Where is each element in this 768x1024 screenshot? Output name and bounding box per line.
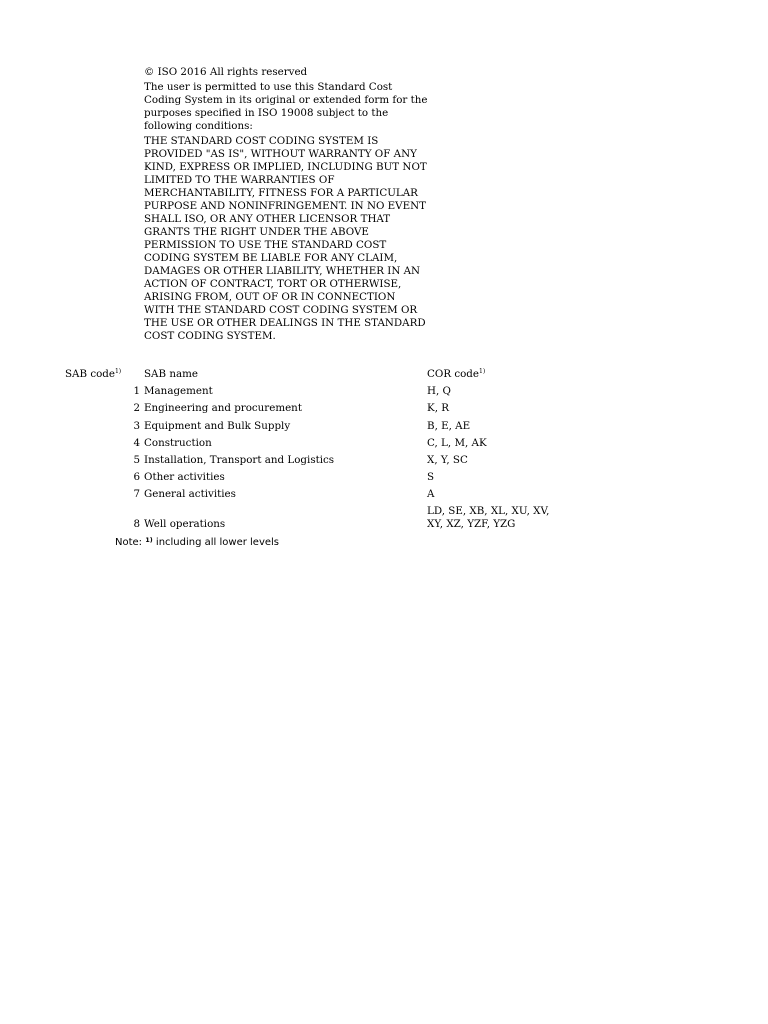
table-row	[0, 385, 768, 402]
sab-name-cell: General activities	[144, 488, 236, 500]
disclaimer-text: THE STANDARD COST CODING SYSTEM IS PROVIDED "AS IS", WITHOUT WARRANTY OF ANY KIND, EXPRESS OR IMPLIED, INCLUDING BUT NOT LIMITED TO THE WARRANTIES OF MERCHANTABILITY, FITNESS FOR A PARTICULAR PURPOSE AND NONINFRINGEMENT. IN NO EVENT SHALL ISO, OR ANY OTHER LICENSOR THAT GRANTS THE RIGHT UNDER THE ABOVE PERMISSION TO USE THE STANDARD COST CODING SYSTEM BE LIABLE FOR ANY CLAIM, DAMAGES OR OTHER LIABILITY, WHETHER IN AN ACTION OF CONTRACT, TORT OR OTHERWISE, ARISING FROM, OUT OF OR IN CONNECTION WITH THE STANDARD COST CODING SYSTEM OR THE USE OR OTHER DEALINGS IN THE STANDARD COST CODING SYSTEM.	[144, 135, 427, 342]
sab-code-header: SAB code$^{1)}$	[65, 368, 122, 380]
sab-name-cell: Engineering and procurement	[144, 402, 302, 414]
table-row	[0, 437, 768, 454]
sab-code-cell: 8	[133, 518, 140, 530]
footnote-marker: 1)	[114, 368, 122, 375]
sab-name-cell: Well operations	[144, 518, 226, 530]
sab-name-header: SAB name	[144, 368, 198, 380]
copyright-block	[144, 66, 429, 345]
table-row	[0, 505, 768, 533]
sab-code-cell: 1	[133, 385, 140, 397]
cor-code-cell: K, R	[427, 402, 449, 414]
cor-code-cell: H, Q	[427, 385, 451, 397]
cor-code-header: COR code$^{1)}$	[427, 368, 486, 380]
sab-name-cell: Construction	[144, 437, 212, 449]
copyright-line: © ISO 2016 All rights reserved	[144, 66, 308, 78]
sab-code-cell: 6	[133, 471, 140, 483]
table-row	[0, 402, 768, 419]
sab-code-cell: 5	[133, 454, 140, 466]
cor-code-cell: LD, SE, XB, XL, XU, XV, XY, XZ, YZF, YZG	[427, 505, 550, 530]
table-row	[0, 471, 768, 488]
table-row	[0, 420, 768, 437]
permission-text: The user is permitted to use this Standard Cost Coding System in its original or extended form for the purposes specified in ISO 19008 subject to the following conditions:	[144, 81, 428, 132]
footnote: Note: $^{1)}$ including all lower levels	[115, 536, 280, 548]
sab-name-cell: Management	[144, 385, 213, 397]
sab-code-cell: 3	[133, 420, 140, 432]
table-row	[0, 488, 768, 505]
sab-name-cell: Equipment and Bulk Supply	[144, 420, 291, 432]
cor-code-cell: X, Y, SC	[427, 454, 468, 466]
footnote-marker: 1)	[479, 368, 486, 375]
sab-code-cell: 2	[133, 402, 140, 414]
sab-name-cell: Installation, Transport and Logistics	[144, 454, 335, 466]
cor-code-cell: S	[427, 471, 435, 483]
cor-code-cell: A	[427, 488, 435, 500]
table-row	[0, 454, 768, 471]
footnote-marker: 1)	[145, 536, 153, 544]
cor-code-cell: B, E, AE	[427, 420, 471, 432]
sab-name-cell: Other activities	[144, 471, 225, 483]
sab-code-cell: 4	[133, 437, 140, 449]
sab-code-cell: 7	[133, 488, 140, 500]
cor-code-cell: C, L, M, AK	[427, 437, 487, 449]
